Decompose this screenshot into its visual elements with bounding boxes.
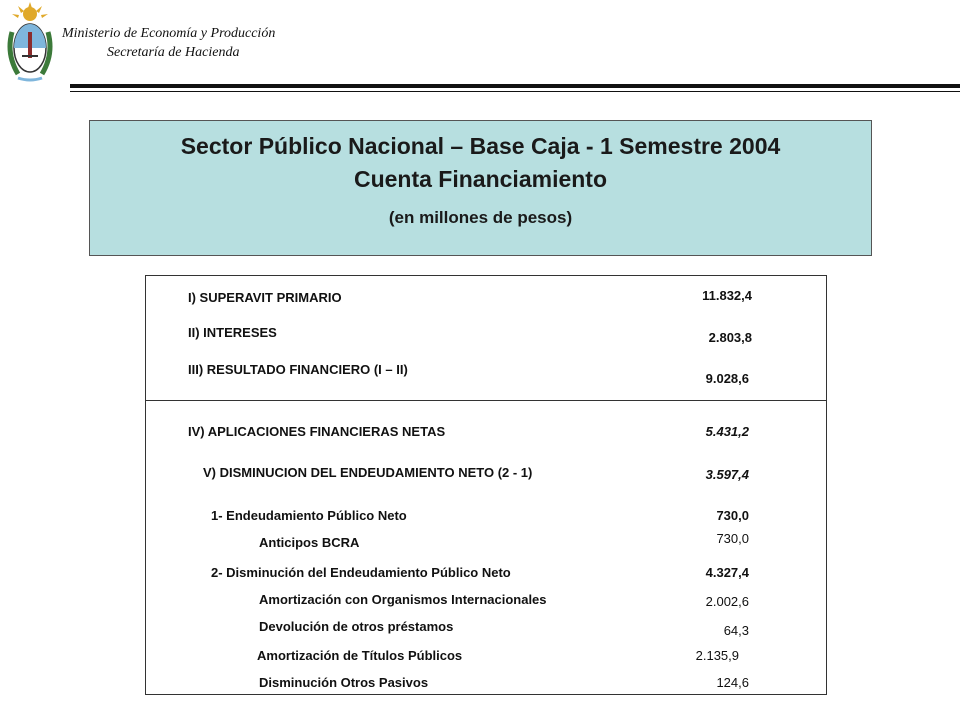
page-title: Sector Público Nacional – Base Caja - 1 Semestre 2004 (180, 133, 781, 159)
row-value-disminucion-otros-pasivos: 124,6 (716, 675, 749, 690)
row-label-superavit-primario: I) SUPERAVIT PRIMARIO (188, 290, 342, 305)
row-value-aplicaciones-financieras: 5.431,2 (705, 424, 749, 439)
row-value-disminucion-endeudamiento-publico-neto: 4.327,4 (705, 565, 749, 580)
header-rule-thick (70, 84, 960, 88)
table-divider (145, 400, 827, 401)
row-value-resultado-financiero: 9.028,6 (705, 371, 749, 386)
row-value-intereses: 2.803,8 (708, 330, 752, 345)
row-label-amortizacion-titulos: Amortización de Títulos Públicos (257, 648, 463, 663)
row-value-superavit-primario: 11.832,4 (702, 288, 752, 303)
row-label-disminucion-otros-pasivos: Disminución Otros Pasivos (259, 675, 429, 690)
row-label-endeudamiento-publico-neto: 1- Endeudamiento Público Neto (211, 508, 407, 523)
ministry-name: Ministerio de Economía y Producción (62, 26, 276, 41)
row-label-aplicaciones-financieras: IV) APLICACIONES FINANCIERAS NETAS (188, 424, 446, 439)
row-label-amortizacion-organismos: Amortización con Organismos Internacionales (259, 592, 547, 607)
row-label-disminucion-endeudamiento: V) DISMINUCION DEL ENDEUDAMIENTO NETO (2 - 1) (203, 465, 533, 480)
coat-of-arms-icon (4, 2, 56, 82)
secretariat-name: Secretaría de Hacienda (107, 45, 240, 60)
header-rule-thin (70, 91, 960, 92)
unit-note: (en millones de pesos) (388, 208, 573, 227)
row-value-endeudamiento-publico-neto: 730,0 (716, 508, 749, 523)
row-label-intereses: II) INTERESES (188, 325, 277, 340)
row-label-anticipos-bcra: Anticipos BCRA (259, 535, 360, 550)
row-label-devolucion-prestamos: Devolución de otros préstamos (259, 619, 454, 634)
title-box (89, 120, 872, 256)
row-label-disminucion-endeudamiento-publico-neto: 2- Disminución del Endeudamiento Público Neto (211, 565, 511, 580)
page-subtitle: Cuenta Financiamiento (353, 166, 608, 192)
row-value-devolucion-prestamos: 64,3 (723, 623, 749, 638)
row-value-amortizacion-titulos: 2.135,9 (695, 648, 739, 663)
row-value-amortizacion-organismos: 2.002,6 (705, 594, 749, 609)
row-value-disminucion-endeudamiento: 3.597,4 (705, 467, 749, 482)
row-label-resultado-financiero: III) RESULTADO FINANCIERO (I – II) (188, 362, 408, 377)
row-value-anticipos-bcra: 730,0 (716, 531, 749, 546)
